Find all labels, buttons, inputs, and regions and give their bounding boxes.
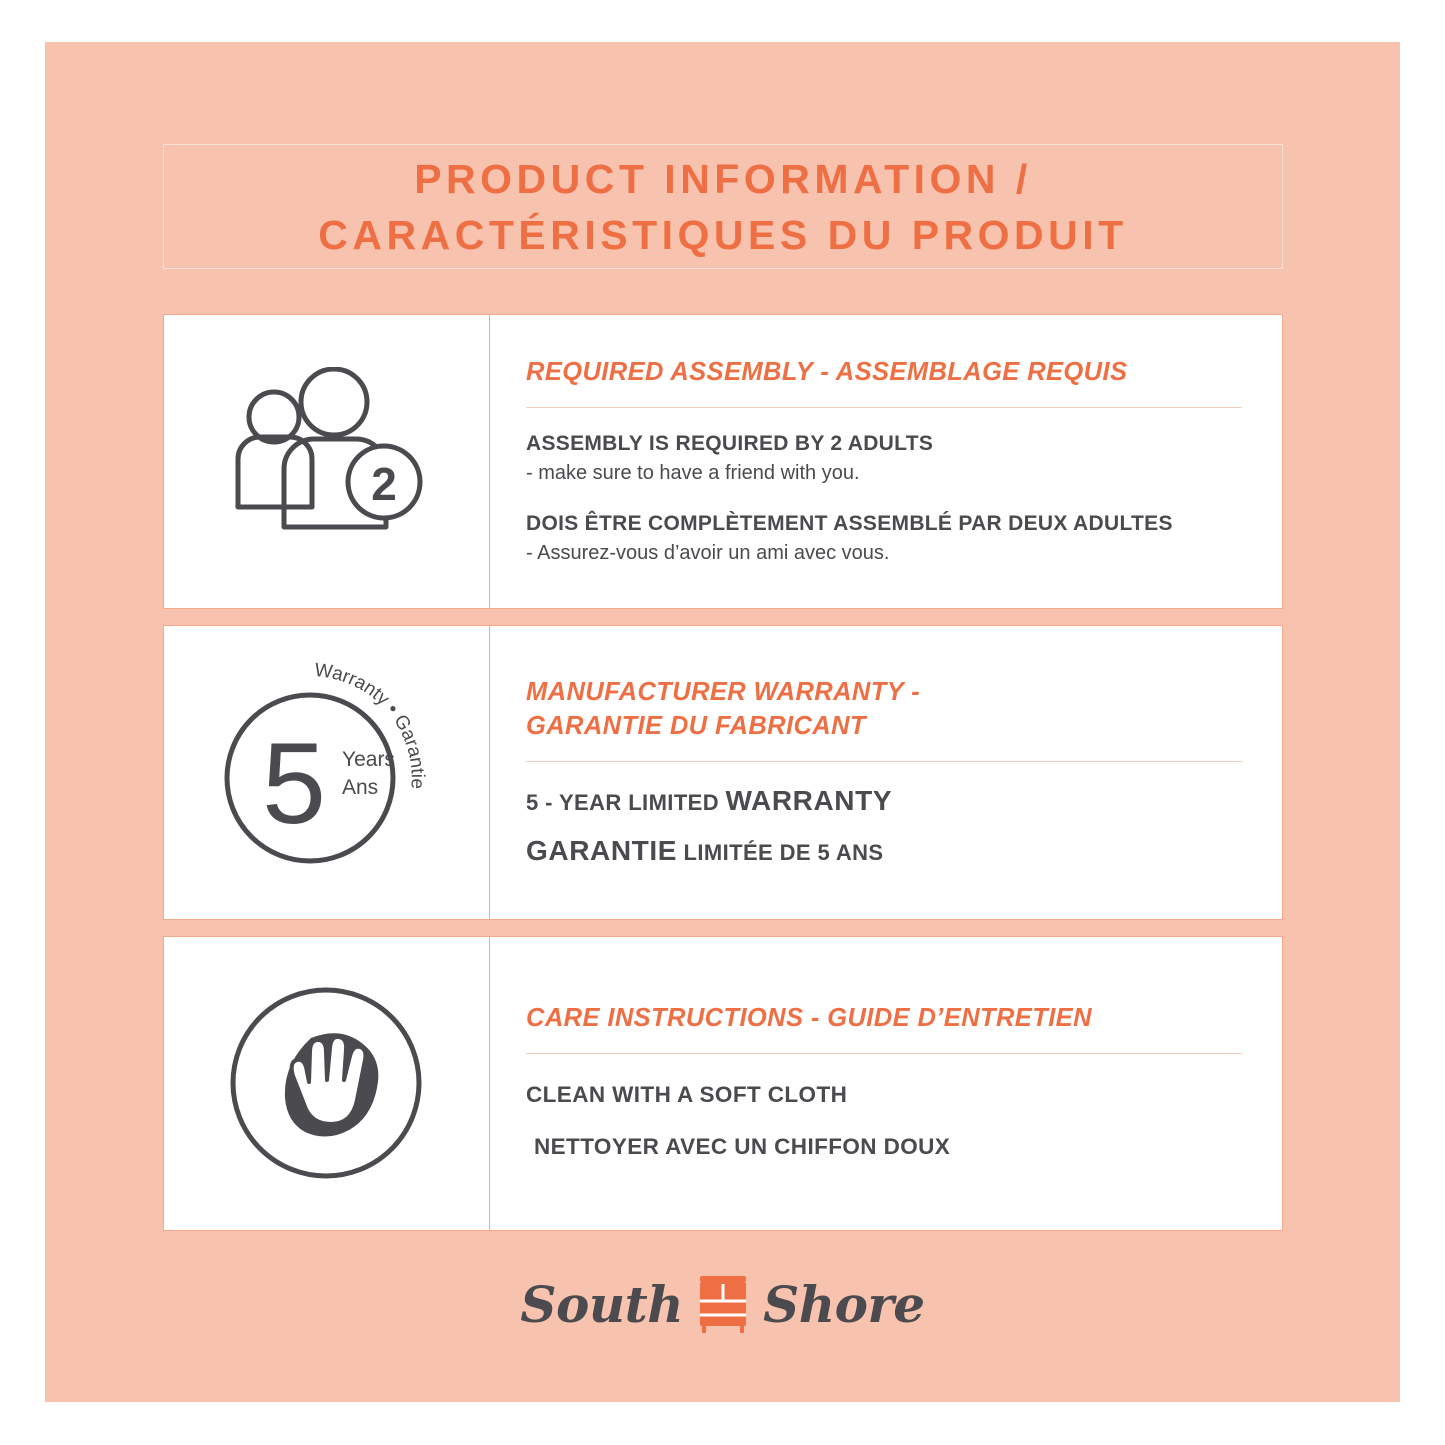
warranty-row-en: [526, 784, 1242, 820]
warranty-years-fr: Ans: [341, 775, 378, 799]
assembly-line-fr-light: - Assurez-vous d’avoir un ami avec vous.: [526, 542, 890, 564]
page-title-line-fr: CARACTÉRISTIQUES DU PRODUIT: [318, 211, 1128, 258]
warranty-row-en-emphasis: WARRANTY: [725, 785, 893, 816]
section-card-assembly: [163, 314, 1283, 609]
warranty-row-fr-emphasis: GARANTIE: [526, 835, 678, 866]
section-card-warranty: [163, 625, 1283, 920]
care-row-en: CLEAN WITH A SOFT CLOTH: [526, 1082, 848, 1107]
warranty-5-years-icon: [164, 658, 489, 888]
warranty-row-fr: [526, 834, 1242, 870]
page-title: [163, 144, 1283, 269]
spacer: [526, 820, 1242, 834]
assembly-line-en-light: - make sure to have a friend with you.: [526, 462, 860, 484]
warranty-row-fr-suffix: LIMITÉE DE 5 ANS: [677, 840, 884, 865]
care-text-block: [489, 937, 1282, 1230]
assembly-heading: REQUIRED ASSEMBLY - ASSEMBLAGE REQUIS: [526, 358, 1128, 386]
logo-word-right: Shore: [763, 1274, 925, 1334]
page-title-line-en: PRODUCT INFORMATION /: [414, 155, 1032, 202]
brand-logo: [45, 1274, 1400, 1334]
two-people-icon: [164, 367, 489, 557]
people-count-badge: 2: [370, 457, 397, 510]
warranty-heading-line-2: GARANTIE DU FABRICANT: [526, 712, 866, 740]
assembly-line-en-strong: ASSEMBLY IS REQUIRED BY 2 ADULTS: [526, 432, 934, 455]
care-row-fr: NETTOYER AVEC UN CHIFFON DOUX: [534, 1134, 951, 1159]
assembly-text-block: [489, 315, 1282, 608]
warranty-years-en: Years: [341, 747, 395, 771]
dresser-icon: [695, 1274, 751, 1334]
logo-word-left: South: [520, 1274, 684, 1334]
warranty-row-en-prefix: 5 - YEAR LIMITED: [526, 790, 726, 815]
hand-cloth-care-icon: [164, 976, 489, 1191]
divider: [526, 407, 1242, 408]
divider: [526, 761, 1242, 762]
warranty-arc-text: Warranty • Garantie: [312, 659, 428, 790]
care-heading: CARE INSTRUCTIONS - GUIDE D’ENTRETIEN: [526, 1004, 1092, 1032]
section-card-care: [163, 936, 1283, 1231]
warranty-heading-line-1: MANUFACTURER WARRANTY -: [526, 678, 921, 706]
warranty-number: 5: [261, 719, 326, 848]
spacer: [526, 488, 1242, 510]
assembly-line-fr-strong: DOIS ÊTRE COMPLÈTEMENT ASSEMBLÉ PAR DEUX ADULTES: [526, 512, 1173, 535]
warranty-text-block: [489, 626, 1282, 919]
poster-background: [45, 42, 1400, 1402]
divider: [526, 1053, 1242, 1054]
spacer: [526, 1114, 1242, 1128]
